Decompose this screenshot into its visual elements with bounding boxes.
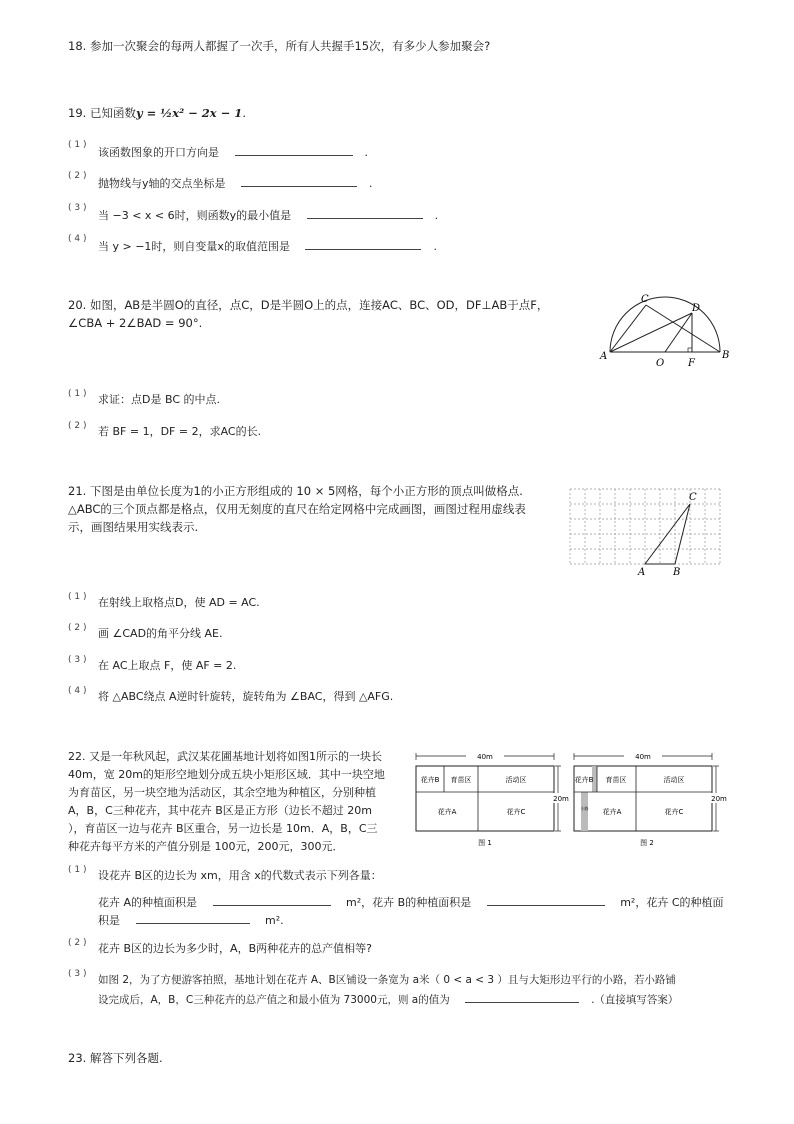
q19-part4 (98, 237, 437, 255)
label-b: B (722, 350, 730, 361)
flower-c-label: 花卉C (506, 808, 526, 816)
q22-part1-flower-c-cont: 积是 (98, 914, 120, 927)
q20-part2-text: 若 BF = 1，DF = 2，求AC的长. (98, 425, 262, 438)
q22-line: 40m，宽 20m的矩形空地划分成五块小矩形区域．其中一块空地 (68, 768, 385, 781)
q21-grid-figure (566, 485, 728, 577)
q19-part2-text: 抛物线与y轴的交点坐标是 (98, 177, 226, 190)
q22-part2-num: ( 2 ) (68, 938, 87, 948)
q22-part1-num: ( 1 ) (68, 865, 87, 875)
q19-part1 (98, 143, 368, 161)
nursery-label: 育苗区 (605, 776, 627, 784)
q19-part4-blank[interactable] (305, 237, 421, 250)
q19-part3-text: 当 −3 < x < 6时，则函数y的最小值是 (98, 209, 292, 222)
path-label: 小路 (580, 806, 589, 811)
q22-part1-blank-a[interactable] (213, 893, 331, 906)
q19-part3-blank[interactable] (307, 206, 423, 219)
q19-part3-end: . (434, 209, 439, 222)
q22-part1-unit: m² (346, 896, 362, 909)
segment-ad (610, 313, 692, 352)
q20-line2: ∠CBA + 2∠BAD = 90°. (68, 316, 203, 330)
q19-part1-end: . (364, 146, 368, 159)
label-a: A (638, 567, 646, 578)
label-b: B (673, 567, 681, 578)
q21-part1-num: ( 1 ) (68, 592, 87, 602)
segment-bc (646, 305, 720, 352)
q19-part2-blank[interactable] (241, 174, 357, 187)
q22-part3-line2 (98, 990, 678, 1008)
q21-line2: △ABC的三个顶点都是格点，仅用无刻度的直尺在给定网格中完成画图，画图过程用虚线表 (68, 502, 526, 516)
q20-semicircle-figure (596, 292, 730, 370)
label-d: D (692, 303, 701, 314)
q22-part1-flower-a: 花卉 A的种植面积是 (98, 896, 198, 909)
height-label: 20m (711, 795, 727, 803)
q22-figure-1 (410, 748, 570, 848)
q20-part1-text: 求证：点D是 BC 的中点. (98, 393, 220, 406)
q19-part2 (98, 174, 373, 192)
q22-part1-blank-c[interactable] (136, 911, 250, 924)
width-label: 40m (477, 753, 493, 761)
q22-part1-line2 (98, 893, 724, 911)
label-a: A (600, 351, 608, 362)
q19-part3-num: ( 3 ) (68, 203, 87, 213)
q19-title (68, 104, 246, 122)
q21-line1: 21. 下图是由单位长度为1的小正方形组成的 10 × 5网格，每个小正方形的顶点叫做格点. (68, 484, 523, 498)
activity-label: 活动区 (663, 776, 685, 784)
q22-part1-unit: m² (620, 896, 636, 909)
q22-part1-line3 (98, 911, 284, 929)
q19-part2-num: ( 2 ) (68, 171, 87, 181)
q19-part3 (98, 206, 438, 224)
height-label: 20m (553, 795, 569, 803)
q22-part1-unit: m² (265, 914, 281, 927)
q21-part3-num: ( 3 ) (68, 655, 87, 665)
q19-part4-end: . (433, 240, 437, 253)
nursery-label: 育苗区 (450, 776, 472, 784)
q20-line1: 20. 如图，AB是半圆O的直径，点C，D是半圆O上的点，连接AC、BC、OD，DF⊥AB于点F， (68, 298, 549, 312)
flower-b-label: 花卉B (420, 776, 440, 784)
right-angle-mark (688, 348, 692, 352)
q22-line: A，B，C三种花卉，其中花卉 B区是正方形（边长不超过 20m (68, 804, 373, 817)
q23-text: 23. 解答下列各题. (68, 1051, 163, 1065)
flower-b-label: 花卉B (574, 776, 594, 784)
q22-part1-flower-c: ，花卉 C的种植面 (635, 896, 724, 909)
q19-part1-blank[interactable] (235, 143, 353, 156)
q19-part1-num: ( 1 ) (68, 140, 87, 150)
q22-line: ），育苗区一边与花卉 B区重合，另一边长是 10m．A，B，C三 (68, 822, 378, 835)
q22-part3-num: ( 3 ) (68, 969, 87, 979)
q19-part4-num: ( 4 ) (68, 234, 87, 244)
q22-part1-blank-b[interactable] (487, 893, 605, 906)
label-o: O (656, 358, 665, 369)
q22-part1-flower-b: ，花卉 B的种植面积是 (361, 896, 472, 909)
q22-body (68, 748, 385, 856)
q21-part2-num: ( 2 ) (68, 623, 87, 633)
q21-line3: 示，画图结果用实线表示. (68, 520, 199, 534)
dashed-grid (570, 489, 720, 564)
label-f: F (688, 358, 695, 369)
width-label: 40m (635, 753, 651, 761)
flower-a-label: 花卉A (602, 808, 622, 816)
q20-part2-num: ( 2 ) (68, 421, 87, 431)
q21-part1-text: 在射线上取格点D，使 AD = AC. (98, 596, 260, 609)
q22-part1-end: . (280, 914, 284, 927)
q22-part3-line1: 如图 2，为了方便游客拍照，基地计划在花卉 A、B区铺设一条宽为 a米（ 0 < a < 3 ）且与大矩形边平行的小路，若小路铺 (98, 974, 676, 986)
activity-label: 活动区 (505, 776, 527, 784)
q22-part2-text: 花卉 B区的边长为多少时，A，B两种花卉的总产值相等? (98, 942, 372, 955)
q22-figure-2 (570, 748, 730, 848)
flower-c-label: 花卉C (664, 808, 684, 816)
flower-a-label: 花卉A (437, 808, 457, 816)
q19-part2-end: . (369, 177, 373, 190)
q18-text: 18. 参加一次聚会的每两人都握了一次手，所有人共握手15次，有多少人参加聚会? (68, 39, 491, 53)
q19-formula: y = ½x² − 2x − 1 (135, 106, 243, 120)
q19-part4-text: 当 y > −1时，则自变量x的取值范围是 (98, 240, 290, 253)
label-c: C (641, 294, 649, 305)
q21-part2-text: 画 ∠CAD的角平分线 AE. (98, 627, 223, 640)
q22-line: 22. 又是一年秋风起，武汉某花圃基地计划将如图1所示的一块长 (68, 750, 382, 763)
q22-part3-end: .（直接填写答案） (591, 994, 679, 1006)
q22-line: 种花卉每平方米的产值分别是 100元，200元，300元． (68, 840, 344, 853)
figure-caption: 图 2 (640, 839, 654, 847)
q22-part3-text: 设完成后，A，B，C三种花卉的总产值之和最小值为 73000元，则 a的值为 (98, 994, 450, 1006)
q19-title-suffix: . (242, 106, 246, 120)
figure-caption: 图 1 (478, 839, 492, 847)
q19-part1-text: 该函数图象的开口方向是 (98, 146, 219, 159)
segment-od (665, 313, 692, 352)
q19-title-prefix: 19. 已知函数 (68, 106, 136, 120)
q21-part4-num: ( 4 ) (68, 686, 87, 696)
q20-part1-num: ( 1 ) (68, 389, 87, 399)
q22-part1-text: 设花卉 B区的边长为 xm，用含 x的代数式表示下列各量： (98, 869, 382, 882)
q22-part3-blank[interactable] (465, 990, 579, 1003)
label-c: C (689, 492, 697, 503)
q21-part3-text: 在 AC上取点 F，使 AF = 2. (98, 659, 237, 672)
q21-part4-text: 将 △ABC绕点 A逆时针旋转，旋转角为 ∠BAC，得到 △AFG. (98, 690, 394, 703)
q22-line: 为育苗区，另一块空地为活动区，其余空地为种植区，分别种植 (68, 786, 376, 799)
path-strip (581, 792, 588, 831)
